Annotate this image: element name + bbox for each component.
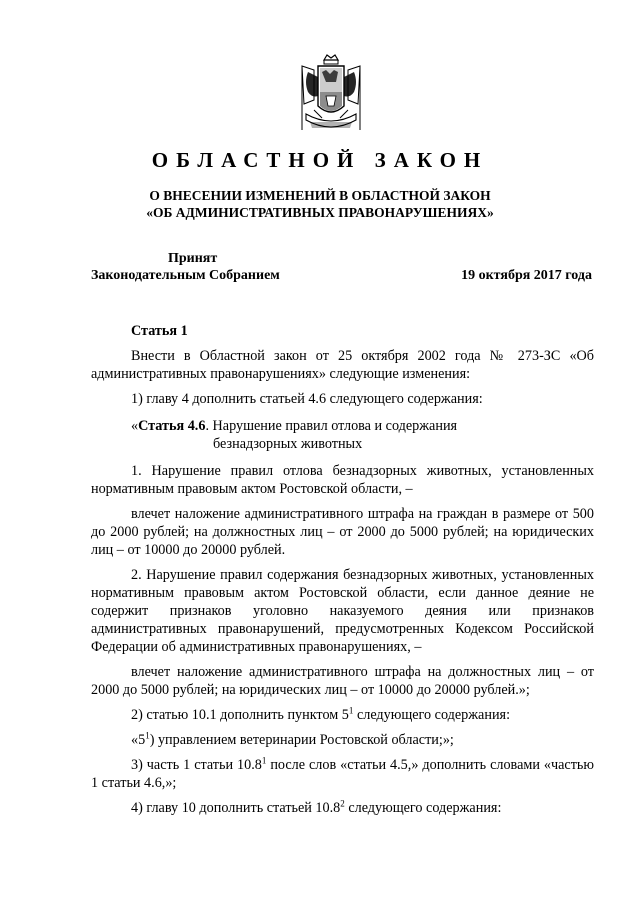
adopted-date: 19 октября 2017 года: [461, 268, 592, 283]
subtitle-line: «ОБ АДМИНИСТРАТИВНЫХ ПРАВОНАРУШЕНИЯХ»: [146, 205, 494, 220]
paragraph-1-penalty: влечет наложение административного штрафа на граждан в размере от 500 до 2000 рублей; на должностных лиц – от 2000 до 5000 рублей; на юридических лиц – от 10000 до 20000 рублей.: [91, 506, 594, 558]
coat-of-arms-emblem: [300, 52, 362, 136]
article-4-6-label: Статья 4.6: [138, 418, 206, 434]
amendment-item-4: 4) главу 10 дополнить статьей 10.8$^2$ следующего содержания:: [131, 798, 502, 816]
adopted-by: Законодательным Собранием: [91, 268, 280, 283]
document-title: ОБЛАСТНОЙ ЗАКОН: [151, 148, 489, 172]
paragraph-2-penalty: влечет наложение административного штрафа на должностных лиц – от 2000 до 5000 рублей; на юридических лиц – от 10000 до 20000 рублей.»;: [91, 664, 594, 698]
document-body: [91, 322, 594, 824]
article-intro: Внести в Областной закон от 25 октября 2002 года № 273-ЗС «Об административных правонарушениях» следующие изменения:: [91, 348, 594, 382]
paragraph-1: 1. Нарушение правил отлова безнадзорных животных, установленных нормативным правовым актом Ростовской области, –: [91, 463, 594, 497]
paragraph-2: 2. Нарушение правил содержания безнадзорных животных, установленных нормативным правовым актом Ростовской области, если данное деяние не содержит признаков уголовно наказуемого деяния или признаков административных правонарушений, предусмотренных Кодексом Российской Федерации об административных правонарушениях, –: [91, 567, 594, 655]
article-heading: Статья 1: [131, 323, 188, 339]
amendment-item-1: 1) главу 4 дополнить статьей 4.6 следующего содержания:: [131, 391, 483, 407]
amendment-item-3: 3) часть 1 статьи 10.8$^1$ после слов «статьи 4.5,» дополнить словами «частью 1 статьи 4.6,»;: [91, 755, 594, 791]
amendment-item-2: 2) статью 10.1 дополнить пунктом $5^1$ следующего содержания:: [131, 705, 511, 723]
article-4-6-title-cont: безнадзорных животных: [213, 436, 363, 452]
adoption-row: [91, 268, 592, 284]
article-4-6-title: «Статья 4.6. Нарушение правил отлова и содержания: [131, 418, 458, 434]
subtitle-line: О ВНЕСЕНИИ ИЗМЕНЕНИЙ В ОБЛАСТНОЙ ЗАКОН: [149, 188, 491, 203]
adopted-label: Принят: [168, 251, 218, 266]
document-subtitle: [0, 187, 640, 221]
quote-item: «$5^1$) управлением ветеринарии Ростовской области;»;: [131, 730, 454, 748]
